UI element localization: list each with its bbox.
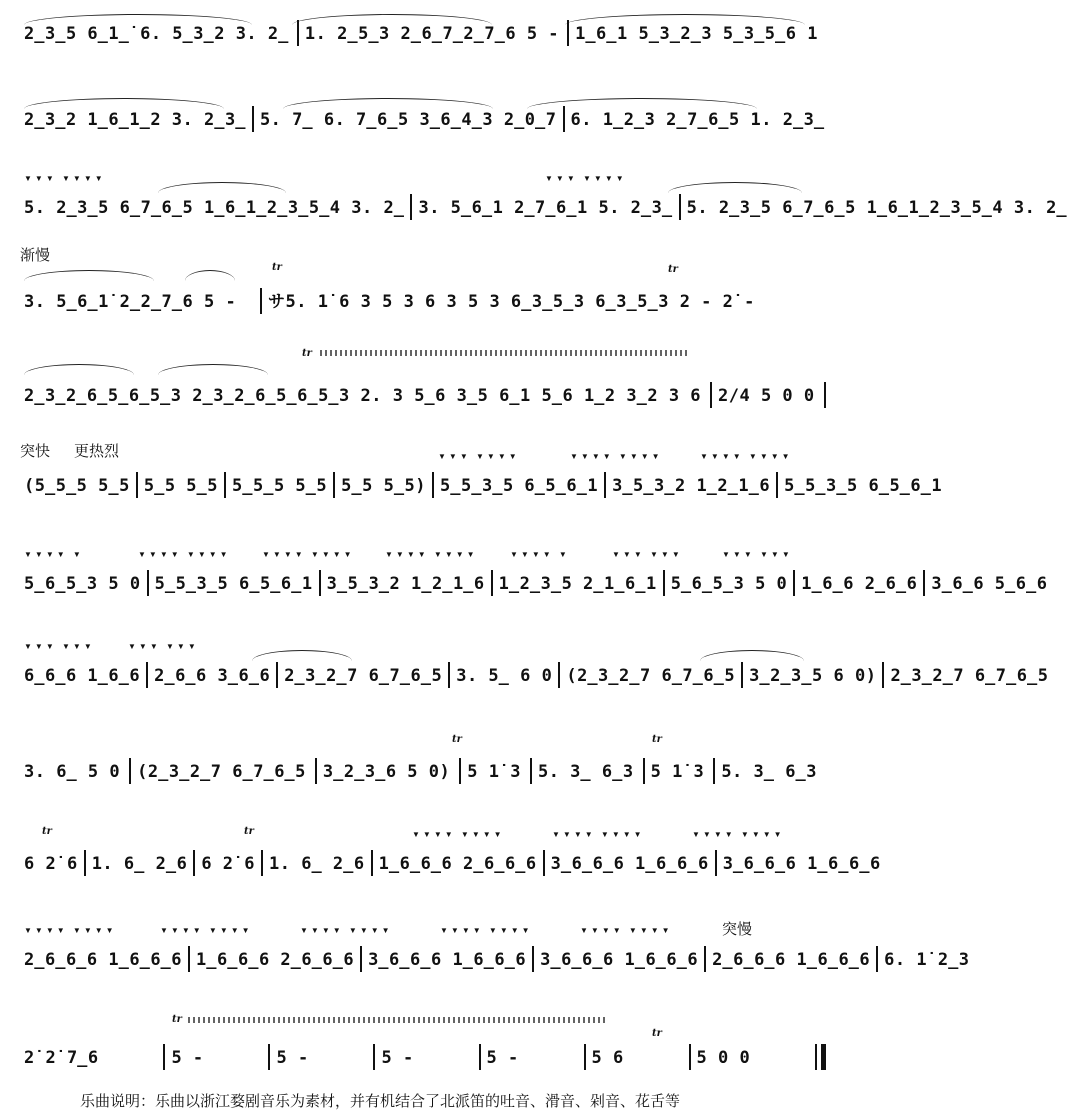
accent-marks: ▼▼▼▼ ▼▼▼▼: [160, 926, 253, 935]
staff-row-7: [18, 560, 1048, 600]
measure: 2̲3̲5 6̲1̲̇ 6. 5̲3̲2 3. 2̲: [24, 24, 289, 44]
measure: 3. 5̲6̲1̇ 2̲2̲7̲6 5 -: [24, 292, 237, 312]
accent-marks: ▼▼▼ ▼▼▼▼: [24, 174, 106, 183]
measure: 2̇ 2̇ 7̲6: [24, 1048, 99, 1068]
staff-row-10: [18, 840, 881, 880]
measure: 6 2̇ 6: [24, 854, 78, 874]
slur: [24, 364, 134, 375]
measure: 2̲6̲6 3̲6̲6: [154, 666, 271, 686]
accent-marks: ▼▼▼▼ ▼▼▼▼: [138, 550, 231, 559]
measure: 5. 2̲3̲5 6̲7̲6̲5 1̲6̲1̲2̲3̲5̲4 3. 2̲: [686, 198, 1068, 218]
tempo-more-fiery: 更热烈: [74, 442, 120, 460]
measure: 5. 7̲ 6. 7̲6̲5 3̲6̲4̲3 2̲0̲7: [259, 110, 557, 130]
measure: 5̲5 5̲5): [341, 476, 427, 496]
staff-row-4: [18, 278, 826, 318]
accent-marks: ▼▼▼▼ ▼▼▼▼: [262, 550, 355, 559]
measure: 5. 3̲ 6̲3: [537, 762, 634, 782]
trill-mark: tr: [42, 826, 52, 837]
measure: 3̲5̲3̲2 1̲2̲1̲6: [612, 476, 771, 496]
accent-marks: ▼▼▼▼ ▼▼▼▼: [580, 926, 673, 935]
measure: 1̲6̲6 2̲6̲6: [801, 574, 918, 594]
trill-wavy-line: [188, 1017, 608, 1023]
measure: 2̲3̲2̲7 6̲7̲6̲5: [284, 666, 443, 686]
measure: 5̲6̲5̲3 5 0: [670, 574, 788, 594]
measure: サ5. 1̇ 6 3 5 3 6 3 5 3 6̲3̲5̲3 6̲3̲5̲3 2 - 2̇ -: [268, 292, 755, 312]
measure: 3̲6̲6̲6 1̲6̲6̲6: [550, 854, 709, 874]
accent-marks: ▼▼▼▼ ▼▼▼▼: [24, 926, 117, 935]
accent-marks: ▼▼▼ ▼▼▼▼: [545, 174, 627, 183]
measure: 5̲5̲3̲5 6̲5̲6̲1: [154, 574, 313, 594]
measure: 2̲3̲2̲6̲5̲6̲5̲3 2̲3̲2̲6̲5̲6̲5̲3 2. 3 5̲6 3̲5 6̲1 5̲6 1̲2 3̲2 3 6: [24, 386, 702, 406]
trill-wavy-line: [320, 350, 690, 356]
measure: 6 2̇ 6: [201, 854, 255, 874]
barline: [824, 382, 826, 408]
slur: [158, 364, 268, 375]
measure: 3̲6̲6̲6 1̲6̲6̲6: [368, 950, 527, 970]
measure: 3̲5̲3̲2 1̲2̲1̲6: [326, 574, 485, 594]
staff-row-6: [18, 462, 943, 502]
measure: (5̲5̲5 5̲5: [24, 476, 130, 496]
measure: 5. 3̲ 6̲3: [721, 762, 817, 782]
measure: 5 -: [171, 1048, 204, 1068]
accent-marks: ▼▼▼▼ ▼▼▼▼: [412, 830, 505, 839]
staff-row-9: [18, 748, 826, 788]
measure: 3. 6̲ 5 0: [24, 762, 121, 782]
accent-marks: ▼▼▼▼ ▼: [24, 550, 84, 559]
measure: 5̲5̲3̲5 6̲5̲6̲1: [784, 476, 943, 496]
staff-row-5: [18, 372, 826, 412]
measure: 1. 2̲5̲3 2̲6̲7̲2̲7̲6 5 -: [304, 24, 560, 44]
trill-mark: tr: [172, 1014, 182, 1025]
measure: 5̲6̲5̲3 5 0: [24, 574, 141, 594]
trill-mark: tr: [652, 1028, 662, 1039]
measure: 5 1̇ 3: [467, 762, 521, 782]
measure: 5 -: [486, 1048, 519, 1068]
accent-marks: ▼▼▼▼ ▼▼▼▼: [385, 550, 478, 559]
tempo-gradually-slower: 渐慢: [20, 246, 51, 264]
final-barline: [815, 1044, 826, 1070]
measure: 5 6: [591, 1048, 624, 1068]
measure: 1̲6̲6̲6 2̲6̲6̲6: [378, 854, 537, 874]
measure: 3̲6̲6̲6 1̲6̲6̲6: [540, 950, 699, 970]
measure: 3̲6̲6 5̲6̲6: [931, 574, 1048, 594]
measure: 3̲2̲3̲5 6 0): [749, 666, 877, 686]
measure: 5̲5̲5 5̲5: [232, 476, 328, 496]
measure: 3. 5̲6̲1 2̲7̲6̲1 5. 2̲3̲: [418, 198, 673, 218]
measure: 1̲2̲3̲5 2̲1̲6̲1: [498, 574, 657, 594]
measure: 3. 5̲ 6 0: [456, 666, 553, 686]
measure: 2/4 5 0 0: [718, 386, 815, 406]
accent-marks: ▼▼▼▼ ▼: [510, 550, 570, 559]
piece-description: 乐曲说明：乐曲以浙江婺剧音乐为素材，并有机结合了北派笛的吐音、滑音、剁音、花舌等: [80, 1092, 681, 1110]
accent-marks: ▼▼▼ ▼▼▼: [128, 642, 199, 651]
staff-row-11: [18, 936, 970, 976]
measure: 1. 6̲ 2̲6: [91, 854, 188, 874]
slur: [24, 270, 154, 281]
measure: (2̲3̲2̲7 6̲7̲6̲5: [566, 666, 736, 686]
measure: 5̲5 5̲5: [143, 476, 219, 496]
measure: 2̲6̲6̲6 1̲6̲6̲6: [24, 950, 183, 970]
measure: 5 -: [381, 1048, 414, 1068]
trill-mark: tr: [272, 262, 282, 273]
measure: 1̲6̲1 5̲3̲2̲3 5̲3̲5̲6 1: [575, 24, 818, 44]
accent-marks: ▼▼▼▼ ▼▼▼▼: [700, 452, 793, 461]
measure: 5 1̇ 3: [650, 762, 705, 782]
measure: 5 0 0: [696, 1048, 751, 1068]
accent-marks: ▼▼▼▼ ▼▼▼▼: [440, 926, 533, 935]
measure: (2̲3̲2̲7 6̲7̲6̲5: [137, 762, 306, 782]
measure: 2̲6̲6̲6 1̲6̲6̲6: [712, 950, 871, 970]
accent-marks: ▼▼▼ ▼▼▼: [612, 550, 683, 559]
tempo-sudden-slower: 突慢: [722, 920, 753, 938]
trill-mark: tr: [244, 826, 254, 837]
measure: 2̲3̲2̲7 6̲7̲6̲5: [890, 666, 1049, 686]
measure: 6. 1̲2̲3 2̲7̲6̲5 1. 2̲3̲: [570, 110, 825, 130]
accent-marks: ▼▼▼ ▼▼▼▼: [438, 452, 520, 461]
accent-marks: ▼▼▼▼ ▼▼▼▼: [692, 830, 785, 839]
accent-marks: ▼▼▼▼ ▼▼▼▼: [300, 926, 393, 935]
measure: 5 -: [276, 1048, 309, 1068]
accent-marks: ▼▼▼ ▼▼▼: [722, 550, 793, 559]
measure: 6̲6̲6 1̲6̲6: [24, 666, 141, 686]
measure: 2̲3̲2 1̲6̲1̲2 3. 2̲3̲: [24, 110, 246, 130]
accent-marks: ▼▼▼▼ ▼▼▼▼: [552, 830, 645, 839]
trill-mark: tr: [652, 734, 662, 745]
measure: 6. 1̇ 2̲3: [884, 950, 970, 970]
trill-mark: tr: [668, 264, 678, 275]
accent-marks: ▼▼▼ ▼▼▼: [24, 642, 95, 651]
staff-row-12: [18, 1034, 826, 1074]
measure: 5. 2̲3̲5 6̲7̲6̲5 1̲6̲1̲2̲3̲5̲4 3. 2̲: [24, 198, 405, 218]
slur: [185, 270, 235, 281]
measure: 5̲5̲3̲5 6̲5̲6̲1: [440, 476, 599, 496]
measure: 3̲6̲6̲6 1̲6̲6̲6: [722, 854, 881, 874]
measure: 1̲6̲6̲6 2̲6̲6̲6: [196, 950, 355, 970]
trill-mark: tr: [452, 734, 462, 745]
measure: 3̲2̲3̲6 5 0): [322, 762, 451, 782]
accent-marks: ▼▼▼▼ ▼▼▼▼: [570, 452, 663, 461]
trill-mark: tr: [302, 348, 312, 359]
measure: 1. 6̲ 2̲6: [269, 854, 365, 874]
tempo-sudden-faster: 突快: [20, 442, 51, 460]
